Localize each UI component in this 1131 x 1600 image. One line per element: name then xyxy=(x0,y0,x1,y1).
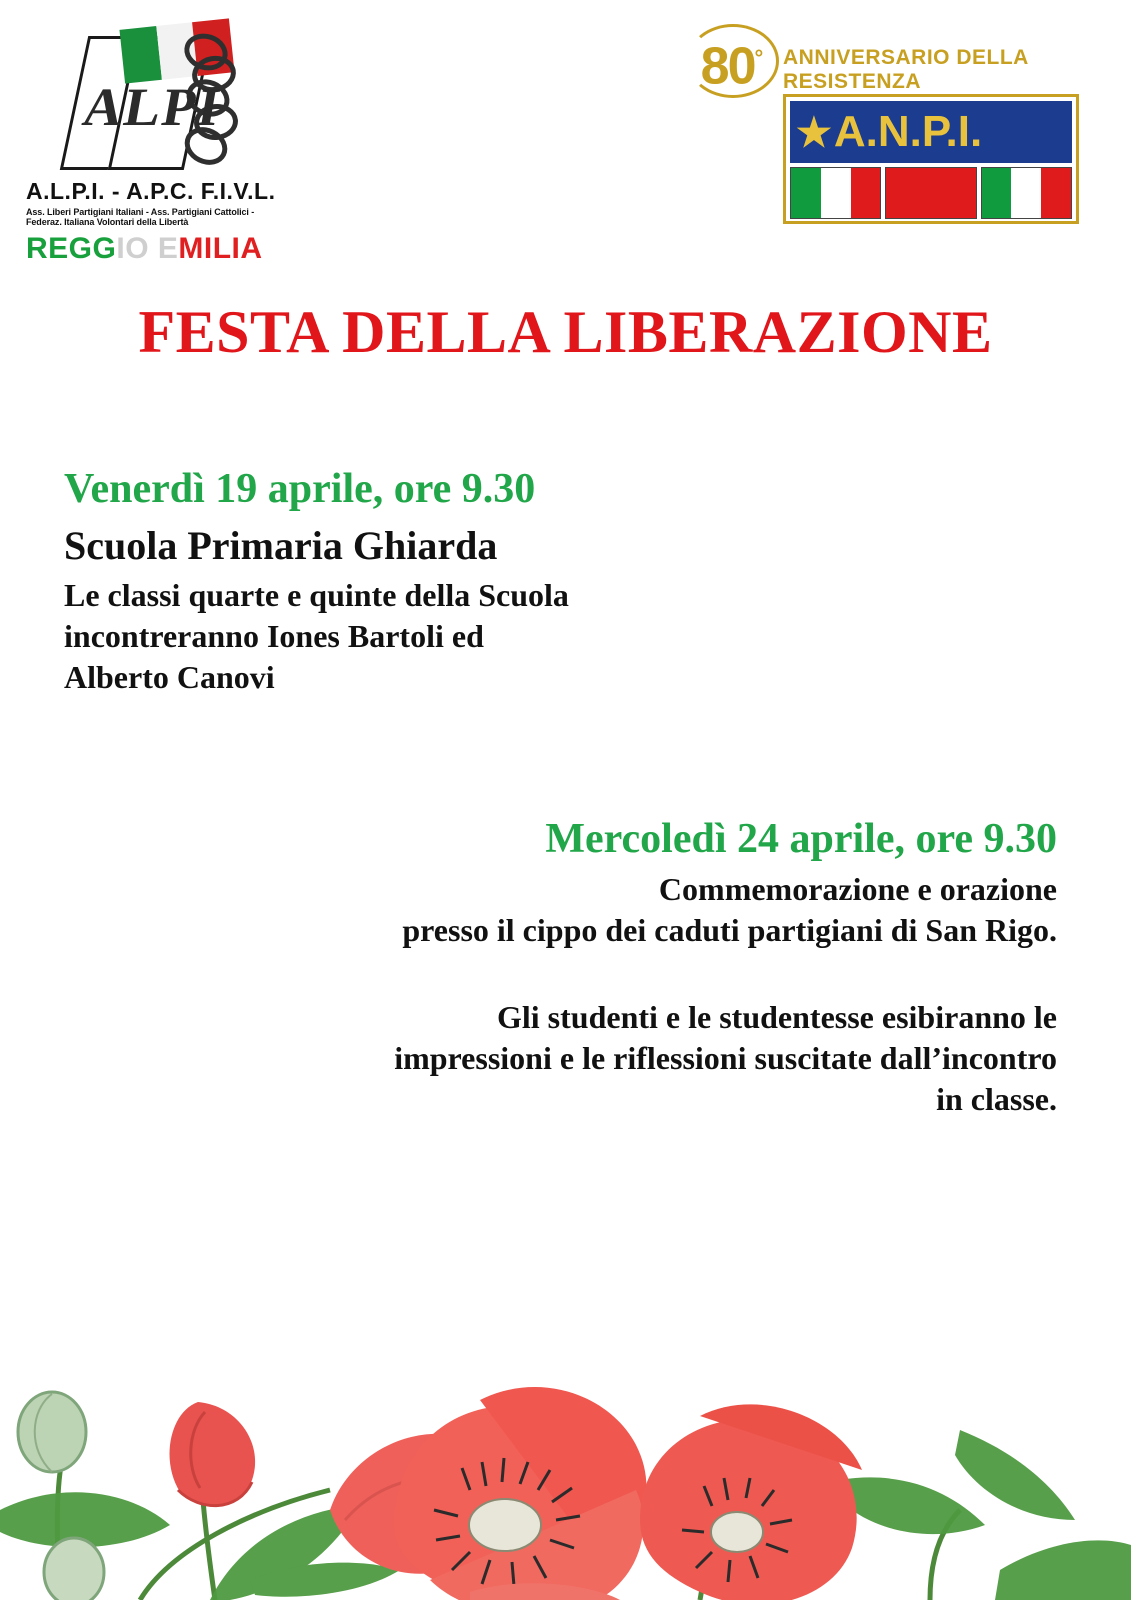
event-block-2 xyxy=(257,815,1057,1120)
poppy-petal-front xyxy=(470,1583,620,1600)
poppy-flower-main xyxy=(394,1387,647,1600)
alpi-emblem xyxy=(26,18,256,178)
alpi-title: A.L.P.I. - A.P.C. F.I.V.L. xyxy=(26,178,276,204)
event-2-date: Mercoledì 24 aprile, ore 9.30 xyxy=(545,816,1057,862)
anniversary-number: 80° xyxy=(700,37,762,96)
poppies-illustration xyxy=(0,1180,1131,1600)
event-2-line: in classe. xyxy=(936,1081,1057,1118)
logo-anpi xyxy=(683,20,1083,235)
event-2-line: presso il cippo dei caduti partigiani di San Rigo. xyxy=(402,912,1057,949)
logo-alpi xyxy=(18,18,288,265)
alpi-city-part2: IO E xyxy=(116,232,179,265)
alpi-subtitle: Ass. Liberi Partigiani Italiani - Ass. Partigiani Cattolici - Federaz. Italiana Volontari della Libertà xyxy=(26,207,255,227)
alpi-city-part1: REGG xyxy=(26,232,117,265)
anpi-acronym-bar xyxy=(790,101,1072,163)
star-icon: ★ xyxy=(796,111,832,155)
event-1-line: incontreranno Iones Bartoli ed xyxy=(64,618,484,655)
anpi-acronym: A.N.P.I. xyxy=(833,107,983,156)
event-2-line: impressioni e le riflessioni suscitate dall’incontro xyxy=(394,1040,1057,1077)
event-1-line: Alberto Canovi xyxy=(64,659,275,696)
alpi-city xyxy=(26,232,288,266)
alpi-mark-letters: ALPI xyxy=(78,77,227,137)
alpi-city-part3: MILIA xyxy=(178,232,263,265)
poppy-bud-closed xyxy=(44,1538,104,1600)
event-2-line: Gli studenti e le studentesse esibiranno le xyxy=(496,999,1057,1036)
ribbon-segment xyxy=(981,167,1072,219)
page-title: FESTA DELLA LIBERAZIONE xyxy=(138,299,993,365)
anpi-badge xyxy=(783,94,1079,224)
ribbon-segment xyxy=(790,167,881,219)
poppy-flower-left xyxy=(330,1434,494,1574)
ribbon-segment xyxy=(885,167,976,219)
tricolour-ribbon xyxy=(790,167,1072,219)
event-1-date: Venerdì 19 aprile, ore 9.30 xyxy=(64,466,536,512)
event-1-line: Le classi quarte e quinte della Scuola xyxy=(64,577,569,614)
poppy-bud-closed xyxy=(18,1392,86,1472)
anpi-anniversary-row xyxy=(683,20,1083,96)
event-block-1 xyxy=(64,465,704,698)
poppy-flower-right xyxy=(640,1404,862,1600)
event-2-line: Commemorazione e orazione xyxy=(658,871,1057,908)
event-1-place: Scuola Primaria Ghiarda xyxy=(64,523,498,569)
anniversary-text: ANNIVERSARIO DELLA RESISTENZA xyxy=(783,46,1029,93)
poppy-bud-opening xyxy=(170,1402,256,1507)
